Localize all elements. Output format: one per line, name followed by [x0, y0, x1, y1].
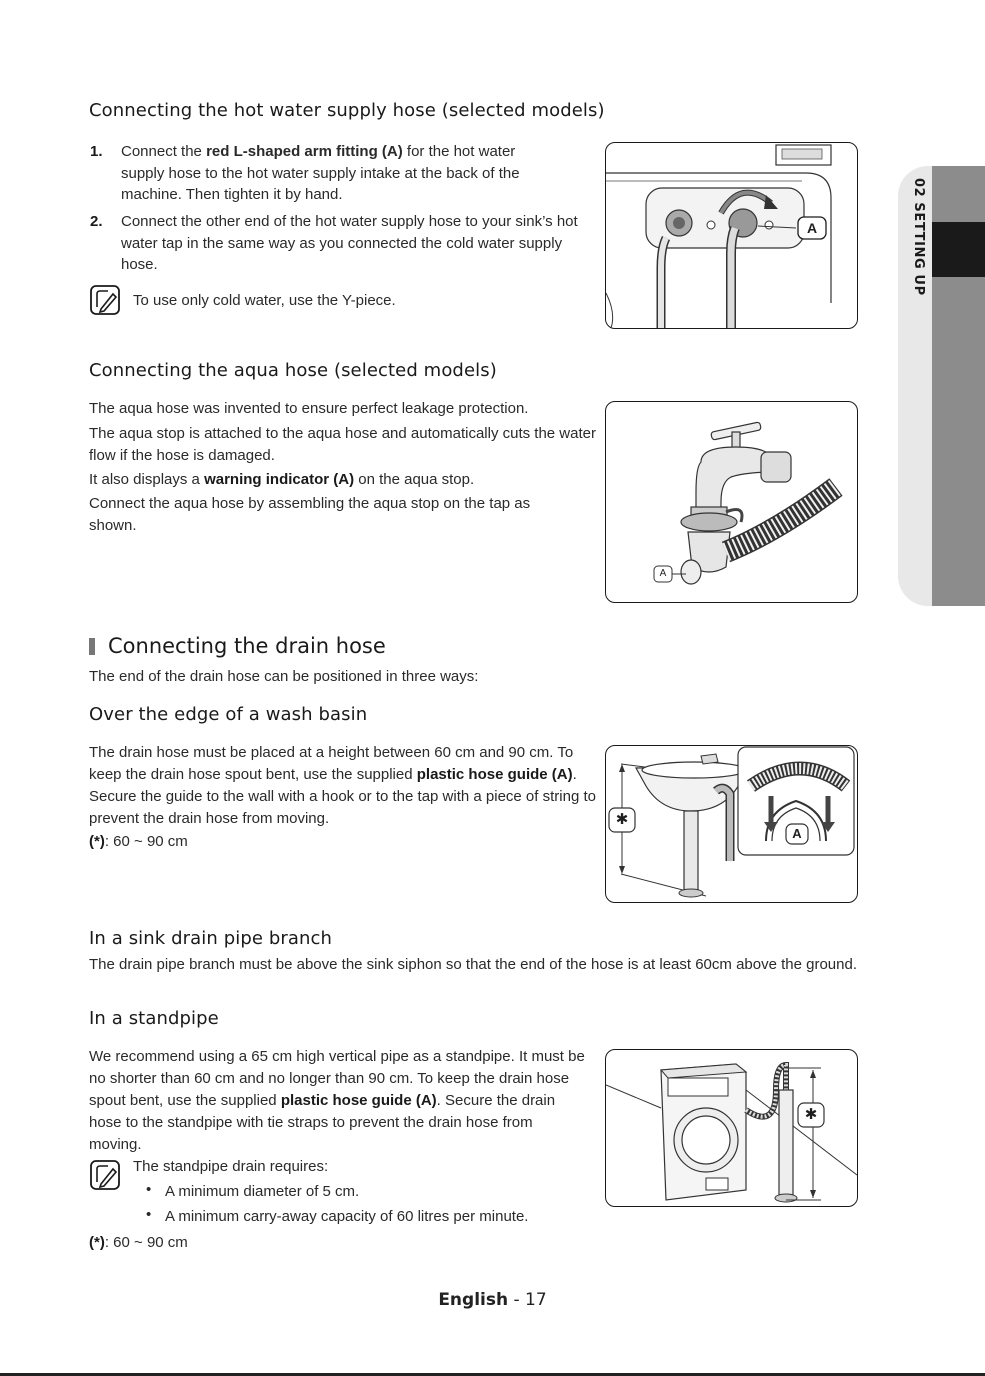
aqua-paragraph-1: The aqua hose was invented to ensure perfect leakage protection.: [89, 400, 529, 417]
figure-aqua-stop: [605, 401, 858, 603]
callout-label-a: A: [806, 220, 818, 236]
standpipe-bullet-2: A minimum carry-away capacity of 60 litres per minute.: [165, 1208, 529, 1225]
section-title-hot-water: Connecting the hot water supply hose (selected models): [89, 100, 605, 121]
sink-branch-paragraph: The drain pipe branch must be above the sink siphon so that the end of the hose is at least 60cm above the ground.: [89, 956, 857, 973]
aqua-paragraph-3: It also displays a warning indicator (A) on the aqua stop.: [89, 471, 475, 488]
wash-basin-range: (*): 60 ~ 90 cm: [89, 833, 188, 850]
page-number: 17: [525, 1290, 547, 1310]
page-footer: [0, 1290, 985, 1310]
step-number: 2.: [90, 213, 103, 230]
standpipe-note-title: The standpipe drain requires:: [133, 1158, 329, 1175]
figure-wash-basin: [605, 745, 858, 903]
aqua-paragraph-4: Connect the aqua hose by assembling the aqua stop on the tap as shown.: [89, 495, 531, 534]
callout-label-a: A: [659, 568, 667, 579]
standpipe-range: (*): 60 ~ 90 cm: [89, 1234, 188, 1251]
wash-basin-paragraph: The drain hose must be placed at a height between 60 cm and 90 cm. To keep the drain hose spout bent, use the supplied plastic hose guide (A). Secure the guide to the wall with a hook or to the tap with a piece of string to prevent the drain hose from moving.: [89, 744, 596, 827]
height-marker-star: ✱: [615, 811, 629, 828]
standpipe-bullet-1: A minimum diameter of 5 cm.: [165, 1183, 360, 1200]
note-icon: [90, 285, 120, 315]
drain-intro: The end of the drain hose can be positioned in three ways:: [89, 668, 479, 685]
footer-language: English: [438, 1290, 509, 1310]
bullet-marker: •: [146, 1206, 152, 1223]
side-tab-label: 02 SETTING UP: [911, 178, 926, 296]
note-text: To use only cold water, use the Y-piece.: [133, 292, 396, 309]
side-tab-marker: [932, 222, 985, 277]
figure-standpipe: [605, 1049, 858, 1207]
footer-separator: -: [508, 1290, 526, 1310]
section-title-aqua-hose: Connecting the aqua hose (selected models): [89, 360, 497, 381]
figure-hot-water-connection: [605, 142, 858, 329]
section-title-standpipe: In a standpipe: [89, 1008, 219, 1029]
step-2: [90, 211, 600, 277]
note-icon: [90, 1160, 120, 1190]
step-1: [90, 141, 600, 207]
section-title-sink-branch: In a sink drain pipe branch: [89, 928, 333, 949]
standpipe-paragraph: We recommend using a 65 cm high vertical pipe as a standpipe. It must be no shorter than 60 cm and no longer than 90 cm. To keep the drain hose spout bent, use the supplied plastic hose guide (A). Secure the drain hose to the standpipe with tie straps to prevent the drain hose from moving.: [89, 1048, 585, 1153]
section-marker: [89, 638, 95, 655]
section-title-drain-hose: Connecting the drain hose: [108, 634, 386, 658]
step-text: Connect the red L-shaped arm fitting (A) for the hot water supply hose to the hot water supply intake at the back of the machine. Then tighten it by hand.: [121, 143, 520, 203]
aqua-paragraph-2: The aqua stop is attached to the aqua hose and automatically cuts the water flow if the hose is damaged.: [89, 425, 596, 464]
callout-label-a: A: [792, 826, 802, 841]
height-marker-star: ✱: [804, 1106, 818, 1123]
step-text: Connect the other end of the hot water supply hose to your sink’s hot water tap in the same way as you connected the cold water supply hose.: [121, 213, 578, 273]
bullet-marker: •: [146, 1181, 152, 1198]
step-number: 1.: [90, 143, 103, 160]
section-title-wash-basin: Over the edge of a wash basin: [89, 704, 368, 725]
